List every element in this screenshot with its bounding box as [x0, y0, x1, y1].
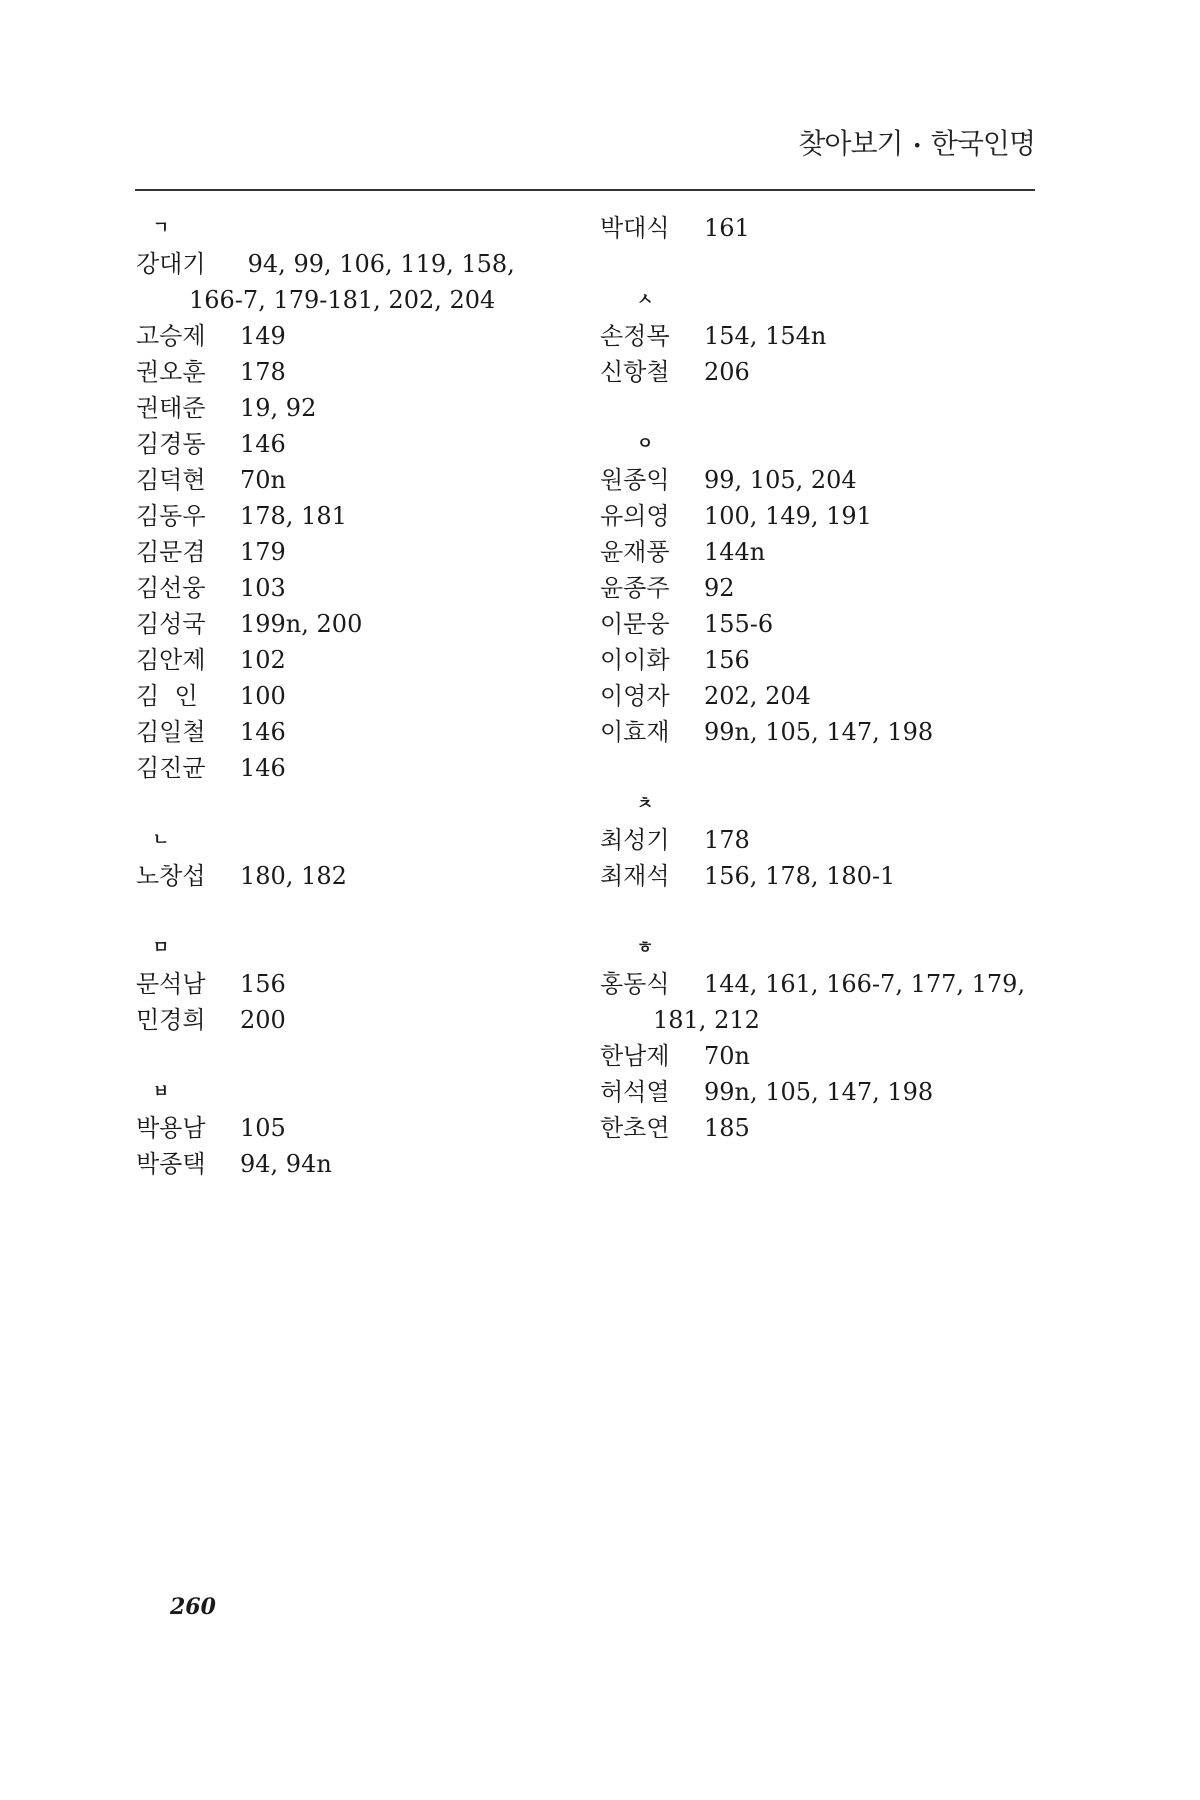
entry-name: 김성국 — [136, 610, 206, 638]
index-entry — [600, 498, 1040, 534]
index-entry — [600, 534, 1040, 570]
index-entry — [600, 966, 1040, 1002]
index-entry — [136, 354, 576, 390]
entry-name: 유의영 — [600, 502, 670, 530]
running-header — [135, 122, 1035, 162]
entry-pages: 146 — [240, 430, 286, 458]
entry-name: 김 인 — [136, 682, 198, 710]
entry-pages: 154, 154n — [704, 322, 827, 350]
entry-name: 권오훈 — [136, 358, 206, 386]
index-entry — [136, 498, 576, 534]
index-entry — [136, 750, 576, 786]
entry-pages: 103 — [240, 574, 286, 602]
index-entry — [136, 1002, 576, 1038]
entry-name: 김진균 — [136, 754, 206, 782]
entry-name: 윤재풍 — [600, 538, 670, 566]
entry-pages: 185 — [704, 1114, 750, 1142]
section-letter-ieung: ㅇ — [636, 434, 654, 454]
page-number: 260 — [170, 1594, 216, 1620]
index-entry — [136, 390, 576, 426]
entry-pages: 144n — [704, 538, 766, 566]
entry-pages-continued: 181, 212 — [653, 1006, 760, 1034]
entry-pages: 100 — [240, 682, 286, 710]
index-entry — [600, 462, 1040, 498]
index-entry — [600, 1038, 1040, 1074]
header-title-names: 한국인명 — [930, 127, 1035, 160]
entry-name: 노창섭 — [136, 862, 206, 890]
entry-name: 박용남 — [136, 1114, 206, 1142]
entry-pages-continued: 166-7, 179-181, 202, 204 — [189, 286, 496, 314]
index-entry — [600, 1110, 1040, 1146]
entry-name: 고승제 — [136, 322, 206, 350]
entry-pages: 99, 105, 204 — [704, 466, 857, 494]
index-entry — [600, 1074, 1040, 1110]
entry-pages: 144, 161, 166-7, 177, 179, — [704, 970, 1026, 998]
entry-pages: 149 — [240, 322, 286, 350]
entry-name: 신항철 — [600, 358, 670, 386]
index-entry — [136, 318, 576, 354]
entry-pages: 146 — [240, 754, 286, 782]
entry-name: 이이화 — [600, 646, 670, 674]
index-entry — [600, 570, 1040, 606]
entry-pages: 99n, 105, 147, 198 — [704, 1078, 934, 1106]
section-letter-mieum: ㅁ — [152, 938, 170, 958]
entry-pages: 100, 149, 191 — [704, 502, 872, 530]
entry-name: 김문겸 — [136, 538, 206, 566]
entry-name: 최재석 — [600, 862, 670, 890]
index-entry — [136, 462, 576, 498]
entry-pages: 180, 182 — [240, 862, 347, 890]
entry-pages: 19, 92 — [240, 394, 317, 422]
index-entry — [136, 678, 576, 714]
entry-name: 원종익 — [600, 466, 670, 494]
entry-name: 손정목 — [600, 322, 670, 350]
section-letter-bieup: ㅂ — [152, 1082, 170, 1102]
header-title-index: 찾아보기 — [798, 127, 903, 160]
entry-name: 이효재 — [600, 718, 670, 746]
index-entry — [136, 642, 576, 678]
entry-pages: 156 — [240, 970, 286, 998]
index-entry — [136, 426, 576, 462]
entry-pages: 94, 94n — [240, 1150, 332, 1178]
index-entry — [136, 714, 576, 750]
entry-name: 이문웅 — [600, 610, 670, 638]
entry-name: 한초연 — [600, 1114, 670, 1142]
section-letter-giyeok: ㄱ — [152, 218, 170, 238]
entry-name: 홍동식 — [600, 970, 670, 998]
index-entry — [600, 606, 1040, 642]
entry-name: 민경희 — [136, 1006, 206, 1034]
entry-pages: 99n, 105, 147, 198 — [704, 718, 934, 746]
entry-pages: 161 — [704, 214, 750, 242]
entry-pages: 92 — [704, 574, 735, 602]
entry-pages: 179 — [240, 538, 286, 566]
entry-pages: 178, 181 — [240, 502, 347, 530]
entry-pages: 70n — [240, 466, 286, 494]
index-entry — [600, 678, 1040, 714]
section-letter-hieut: ㅎ — [636, 938, 654, 958]
entry-pages: 155-6 — [704, 610, 774, 638]
entry-name: 박종택 — [136, 1150, 206, 1178]
index-entry — [600, 642, 1040, 678]
index-entry — [600, 210, 1040, 246]
index-entry — [136, 570, 576, 606]
entry-pages: 70n — [704, 1042, 750, 1070]
header-rule — [135, 189, 1035, 191]
entry-pages: 178 — [240, 358, 286, 386]
entry-pages: 200 — [240, 1006, 286, 1034]
entry-name: 강대기 — [136, 250, 206, 278]
entry-name: 김안제 — [136, 646, 206, 674]
section-letter-siot: ㅅ — [636, 290, 654, 310]
entry-pages: 156 — [704, 646, 750, 674]
entry-pages: 156, 178, 180-1 — [704, 862, 896, 890]
index-entry — [136, 966, 576, 1002]
entry-name: 허석열 — [600, 1078, 670, 1106]
index-entry — [136, 1146, 576, 1182]
index-entry — [600, 318, 1040, 354]
entry-pages: 102 — [240, 646, 286, 674]
entry-name: 문석남 — [136, 970, 206, 998]
entry-pages: 199n, 200 — [240, 610, 363, 638]
entry-pages: 202, 204 — [704, 682, 811, 710]
section-letter-nieun: ㄴ — [152, 830, 170, 850]
index-entry — [136, 606, 576, 642]
entry-pages: 94, 99, 106, 119, 158, — [247, 250, 515, 278]
entry-name: 권태준 — [136, 394, 206, 422]
index-entry — [600, 858, 1040, 894]
entry-name: 김동우 — [136, 502, 206, 530]
header-bullet: • — [912, 135, 921, 155]
index-entry — [136, 246, 576, 282]
index-entry — [136, 534, 576, 570]
entry-name: 이영자 — [600, 682, 670, 710]
entry-name: 김일철 — [136, 718, 206, 746]
index-entry — [136, 858, 576, 894]
entry-pages: 146 — [240, 718, 286, 746]
section-letter-chieut: ㅊ — [636, 794, 654, 814]
entry-name: 김선웅 — [136, 574, 206, 602]
entry-name: 박대식 — [600, 214, 670, 242]
entry-name: 김경동 — [136, 430, 206, 458]
entry-name: 김덕현 — [136, 466, 206, 494]
entry-name: 한남제 — [600, 1042, 670, 1070]
entry-pages: 206 — [704, 358, 750, 386]
index-entry — [600, 354, 1040, 390]
entry-pages: 105 — [240, 1114, 286, 1142]
entry-pages: 178 — [704, 826, 750, 854]
index-entry — [136, 1110, 576, 1146]
entry-name: 윤종주 — [600, 574, 670, 602]
index-entry — [600, 714, 1040, 750]
index-entry — [600, 822, 1040, 858]
entry-name: 최성기 — [600, 826, 670, 854]
